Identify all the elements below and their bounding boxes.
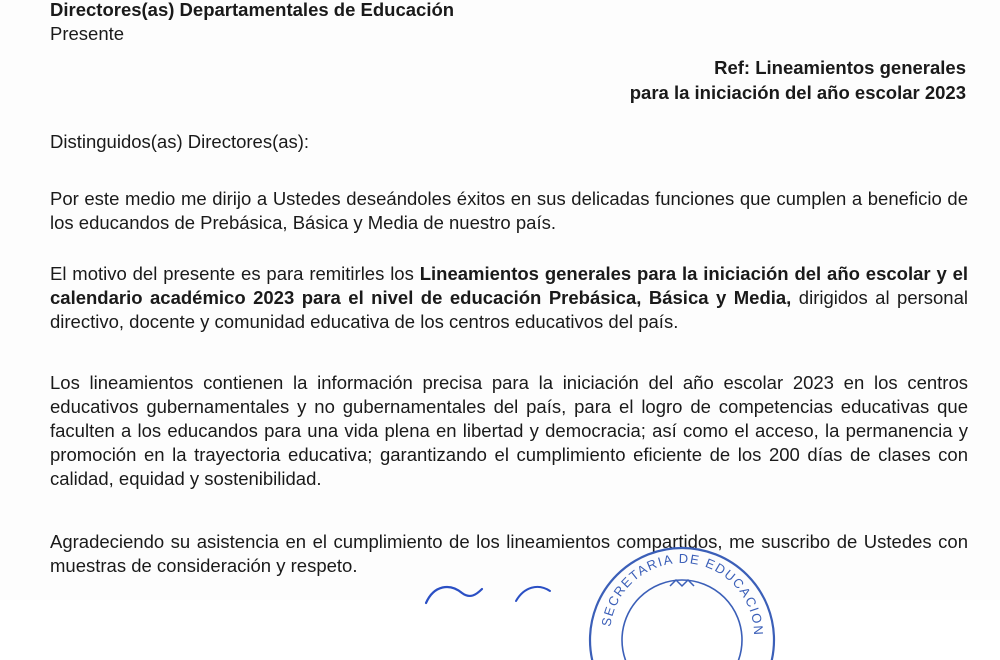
reference-line-1: Ref: Lineamientos generales — [714, 57, 966, 78]
salutation: Distinguidos(as) Directores(as): — [50, 131, 310, 152]
paragraph-2-bold: Lineamientos generales para la iniciación del año escolar y el calendario académico 2023 para el nivel de educación Prebásica, Básica y Media, — [50, 263, 969, 308]
seal-text: SECRETARIA DE EDUCACION — [598, 550, 767, 637]
paragraph-4: Agradeciendo su asistencia en el cumplimiento de los lineamientos compartidos, me suscribo de Ustedes con muestras de consideración y respeto. — [50, 531, 968, 576]
official-seal — [580, 540, 780, 660]
reference-line-2: para la iniciación del año escolar 2023 — [629, 82, 966, 103]
paragraph-3: Los lineamientos contienen la información precisa para la iniciación del año escolar 2023 en los centros educativos gubernamentales y no gubernamentales del país, para el logro de competencias educativas que faculten a los educandos para una vida plena en libertad y democracia; así como el acceso, la permanencia y promoción en la trayectoria educativa; garantizando el cumplimiento eficiente de los 200 días de clases con calidad, equidad y sostenibilidad. — [50, 372, 968, 489]
reference-block — [630, 55, 966, 105]
signature — [420, 575, 580, 605]
recipient-line: Directores(as) Departamentales de Educación — [50, 0, 455, 20]
paragraph-2-start: El motivo del presente es para remitirles los — [50, 263, 420, 284]
paragraph-1: Por este medio me dirijo a Ustedes deseándoles éxitos en sus delicadas funciones que cumplen a beneficio de los educandos de Prebásica, Básica y Media de nuestro país. — [50, 188, 968, 233]
paragraph-2-end: dirigidos al personal directivo, docente y comunidad educativa de los centros educativos del país. — [50, 287, 968, 332]
presente-line: Presente — [50, 23, 125, 44]
paragraph-2 — [50, 262, 968, 334]
